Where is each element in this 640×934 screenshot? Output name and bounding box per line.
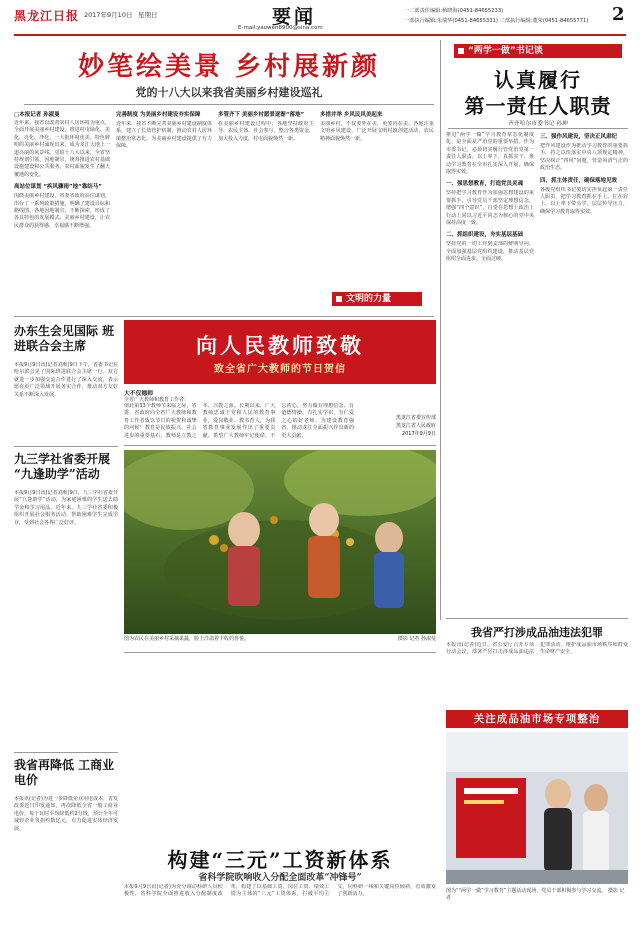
issue-date: 2017年9月10日 — [84, 11, 133, 19]
legal-headline: 我省严打涉成品油违法犯罪 — [471, 626, 603, 639]
side-subheading-4: 四、抓主体责任，确保落地见效 — [540, 177, 618, 184]
lead-column-3 — [218, 110, 314, 310]
teachers-signature-1: 黑龙江省委宣传部 — [395, 415, 436, 421]
teachers-letter-salutation: 全省广大教师和教育工作者： — [124, 397, 190, 403]
lead-subheading-1: 高站位谋划 “疾风骤雨”地“靠结马” — [14, 184, 102, 191]
hotline-2: 一部执行编辑:朱瑞华(0451-84655331) 二部执行编辑:董荣(0451-84655771) — [404, 18, 589, 24]
side-divider — [440, 40, 441, 620]
charity-bottom-rule — [14, 446, 118, 447]
lead-byline: □本报记者 孙淑曼 — [14, 112, 60, 118]
side-subheading-1: 一、强思想教育，打造党员灵魂 — [446, 181, 524, 188]
charity-headline: 办东生会见国际 班进联合会主席 — [14, 324, 115, 353]
lead-body-5: 美丽乡村，不仅要外在美，更要内在美。各地注重文明乡风建设，广泛开展文明村镇创建活动，农民精神面貌焕然一新。 — [320, 121, 434, 142]
side-byline-rule — [448, 128, 628, 129]
issue-weekday: 星期日 — [138, 11, 158, 19]
page-number: 2 — [612, 4, 625, 25]
column-label: 文明的力量 — [332, 292, 422, 306]
section-title: 要闻 — [272, 6, 317, 28]
bottom-banner: 关注成品油市场专项整治 — [446, 710, 628, 728]
event-photo — [446, 732, 628, 884]
side-body-2: 坚持把学习教育作为加强思想建设的重要抓手，引导党员干部坚定理想信念，增强“四个意识”，自觉在思想上政治上行动上同以习近平同志为核心的党中央保持高度一致。 — [446, 190, 534, 227]
lead-bottom-rule — [14, 316, 434, 317]
lead-column-1 — [14, 110, 110, 310]
photo-bottom-rule — [124, 652, 436, 653]
lead-subhead: 党的十八大以来我省美丽乡村建设巡礼 — [135, 86, 323, 99]
teachers-signature-date: 2017年9月9日 — [401, 431, 436, 437]
teachers-letter-body: 值此第33个教师节来临之际，省委、省政府向全省广大教师和教育工作者致以节日的祝贺和诚挚的问候！教育是民族振兴、社会进步的重要基石，教师是立教之本、兴教之源。长期以来，广大教师忠诚于党和人民的教育事业，爱岗敬业、教书育人，为我省教育事业发展作出了重要贡献。希望广大教师牢记使命，不忘初心，努力做有理想信念、有道德情操、有扎实学识、有仁爱之心的好老师，为建设教育强省、推动龙江全面振兴作出新的更大贡献。 — [124, 403, 354, 439]
photo-2-credit: 摄影 记者 — [446, 888, 625, 901]
volunteer-body: 本报9月9日讯(记者刘莉)9日，九三学社省委开展“九逢助学”活动，为家庭困难的学生送去助学金和学习用品。近年来，九三学社省委积极组织开展社会服务活动，帮助困难学生完成学业，受到社会各界广泛好评。 — [14, 490, 118, 526]
photo-2-caption — [446, 888, 628, 902]
charity-body: 本报9月9日讯(记者刘莉)9日下午，省委书记在哈尔滨会见了国际班进联合会主席一行。双方就进一步加强交流合作进行了深入交流，表示愿在更广泛领域开展务实合作，推动双方友好关系不断深入发展。 — [14, 362, 118, 398]
teachers-letter-heading: 大不仅德师 — [124, 391, 153, 397]
lead-column-4 — [320, 110, 434, 288]
lead-headline: 妙笔绘美景 乡村展新颜 — [77, 52, 381, 82]
side-body-4: 把作风建设作为推动学习教育的重要抓手，持之以恒落实中央八项规定精神，坚决纠正“四风”问题，营造风清气正的政治生态。 — [540, 143, 628, 172]
lead-body-3: 近年来，我省不断完善美丽乡村建设制度体系，建立了长效管护机制，推动农村人居环境整治常态化，为美丽乡村建设提供了有力保障。 — [116, 121, 212, 150]
teachers-banner-title: 向人民教师致敬 — [196, 333, 364, 358]
side-body-5: 各级党组织书记要切实担负起第一责任人职责，把学习教育抓在手上、扛在肩上，以上率下带头学，层层传导压力，确保学习教育取得实效。 — [540, 186, 628, 215]
side-column-1 — [446, 132, 534, 614]
paper-name: 黑龙江日报 — [14, 9, 80, 23]
side-headline-2: 第一责任人职责 — [464, 94, 612, 118]
volunteer-headline: 九三学社省委开展 “九逢助学”活动 — [14, 452, 111, 481]
volunteer-bottom-rule — [14, 752, 118, 753]
lead-body: 近年来，我省以改善农村人居环境为重点，全面开展美丽乡村建设，推进村屯绿化、美化、亮化、净化，一大批环境优美、特色鲜明的美丽乡村涌现出来，成为龙江大地上一道亮丽的风景线。党的十八大以来，全省坚持规划引领、因地制宜，统筹推进农村基础设施建设和公共服务，农村面貌发生了翻天覆地的变化。 — [14, 120, 110, 178]
side-subheading-3: 三、强作风建设，坚决正风肃纪 — [540, 134, 618, 140]
masthead — [0, 0, 640, 34]
farm-photo — [124, 450, 436, 634]
wage-headline-display: 构建“三元”工资新体系 — [167, 848, 393, 872]
photo-1-caption-text: 图为农民在美丽乡村采摘果蔬，脸上洋溢着丰收的喜悦。 — [124, 636, 250, 642]
side-section-tag: “两学一做”书记谈 — [454, 44, 622, 58]
labor-headline: 我省再降低 工商业电价 — [14, 758, 115, 787]
side-headline-1: 认真履行 — [494, 68, 582, 92]
lead-subheading-3: 多管齐下 美丽乡村愿景逐渐“落地” — [218, 112, 305, 118]
side-byline: 齐齐哈尔市委书记 孙珅 — [508, 121, 568, 127]
photo-1-credit: 摄影 记者 孙淑曼 — [397, 636, 436, 642]
photo-2-caption-text: 图为““两学一做”学习教育”主题活动现场，党员干部积极参与学习交流。 — [446, 888, 607, 894]
teachers-banner — [124, 320, 436, 384]
farm-photo-image — [124, 450, 436, 634]
photo-1-caption — [124, 636, 436, 643]
side-bottom-rule — [446, 618, 628, 619]
lead-body-4: 在美丽乡村建设过程中，各地坚持政府主导、农民主体、社会参与，整合各类资金，加大投入力度，村屯面貌焕然一新。 — [218, 121, 314, 142]
teachers-letter — [124, 388, 436, 446]
wage-subhead: 省科学院吹响收入分配全面改革“冲锋号” — [198, 873, 362, 883]
wage-body: 本报9月9日讯(记者)为充分调动科研人员积极性，省科学院全面推进收入分配制度改革，构建了以基础工资、岗位工资、绩效工资为主体的“三元”工资体系，打破平均主义，向科研一线和关键岗位倾斜，有效激发了创新活力。 — [124, 884, 436, 898]
labor-body: 本报讯(记者)为进一步降低企业用电成本，省发改委近日印发通知，再次降低全省一般工商业电价，每千瓦时平均降低约2分钱，预计全年可减轻企业负担约数亿元，有力促进实体经济发展。 — [14, 796, 118, 832]
teachers-signature-2: 黑龙江省人民政府 — [395, 423, 436, 429]
masthead-rule — [14, 34, 626, 36]
lead-divider — [24, 104, 434, 105]
lead-body-2: 围绕美丽乡村建设，省委省政府高位谋划，出台了一系列政策措施，明确了建设目标和路线图，各地因地制宜，不断探索，形成了各具特色的发展模式。美丽乡村建设，让农民群众的获得感、幸福感不断增强。 — [14, 193, 110, 229]
event-photo-image — [446, 732, 628, 884]
side-subheading-2: 二、抓组织建设，夯实基层基础 — [446, 232, 524, 239]
side-body-3: 坚持党的一切工作到支部的鲜明导向，全面加强基层党组织建设，推动基层党组织全面进步、全面过硬。 — [446, 241, 534, 263]
side-column-2 — [540, 132, 628, 614]
lead-subheading-4: 多措并举 乡风民风美起来 — [320, 112, 383, 118]
lead-subheading-2: 完善制度 为美丽乡村建设夯实保障 — [116, 112, 201, 118]
side-body: 推进“两学一做”学习教育常态化制度化，是全面从严治党的重要举措。作为市委书记，必须切实履行管党治党第一责任人职责，以上率下，真抓实干，推动学习教育在全市扎实深入开展，确保取得实效。 — [446, 132, 534, 176]
section-email: E-mail:yaowen8900@sina.com — [238, 25, 323, 31]
legal-body: 本报讯(记者)近日，省公安厅召开专项行动会议，部署严厉打击涉成品油违法犯罪活动，维护成品油市场秩序和群众生命财产安全。 — [446, 642, 628, 656]
hotline-1: 一二部责任编辑:杨晓海(0451-84655233) — [404, 8, 504, 14]
teachers-banner-subtitle: 致全省广大教师的节日贺信 — [214, 364, 346, 375]
lead-column-2 — [116, 110, 212, 310]
